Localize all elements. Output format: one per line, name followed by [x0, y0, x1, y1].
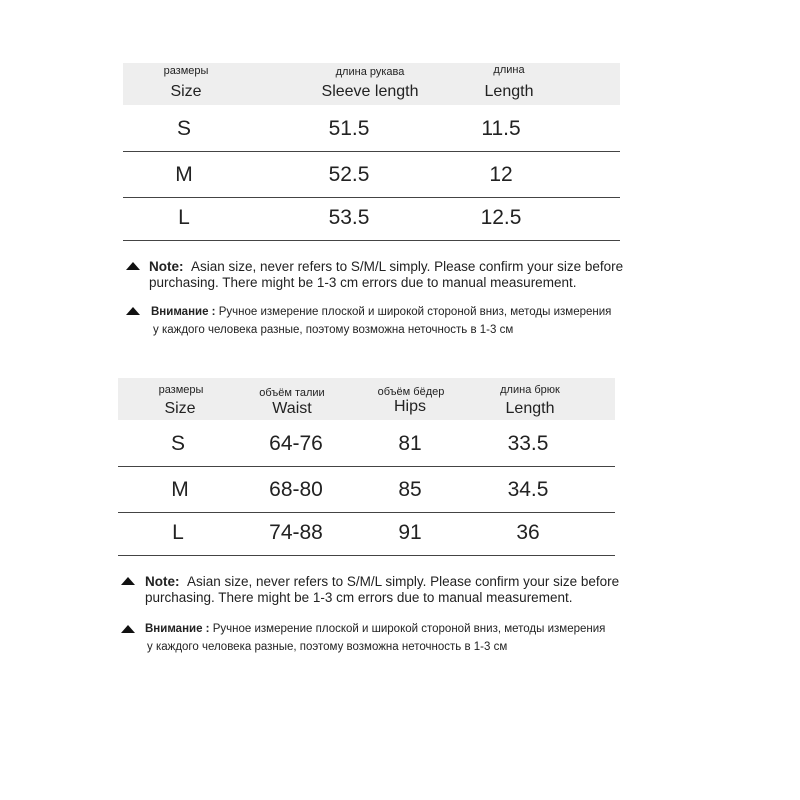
row-divider [118, 555, 615, 556]
row-divider [118, 466, 615, 467]
cell-length: 12.5 [480, 206, 522, 229]
header-length-en: Length [484, 83, 534, 100]
note-ru-label: Внимание : [145, 623, 210, 635]
note-ru-line1: Ручное измерение плоской и широкой стороной вниз, методы измерения [212, 623, 606, 635]
cell-waist: 64-76 [269, 432, 323, 455]
cell-sleeve: 53.5 [328, 206, 370, 229]
header-sleeve-ru: длина рукава [335, 66, 405, 78]
cell-size: M [171, 478, 189, 501]
triangle-icon [121, 625, 135, 633]
cell-hips: 81 [398, 432, 422, 455]
header-length-en: Length [505, 400, 555, 417]
header-size-en: Size [170, 83, 202, 100]
header-size-ru: размеры [163, 65, 209, 77]
header-hips-en: Hips [393, 398, 427, 415]
size-table-top [123, 63, 620, 243]
cell-length: 36 [516, 521, 540, 544]
note-en-line1: Asian size, never refers to S/M/L simply. Please confirm your size before [187, 574, 620, 589]
row-divider [123, 151, 620, 152]
note-ru [151, 303, 611, 339]
cell-size: S [170, 432, 186, 455]
triangle-icon [126, 307, 140, 315]
note-ru-label: Внимание : [151, 306, 216, 318]
header-hips-ru: объём бёдер [377, 386, 445, 398]
note-en-line1: Asian size, never refers to S/M/L simply. Please confirm your size before [191, 259, 624, 274]
note-en-line2: purchasing. There might be 1-3 cm errors due to manual measurement. [145, 590, 573, 605]
cell-waist: 68-80 [269, 478, 323, 501]
cell-hips: 91 [398, 521, 422, 544]
cell-size: L [178, 206, 190, 229]
cell-length: 12 [489, 163, 513, 186]
note-en-label: Note: [149, 259, 184, 274]
cell-size: L [172, 521, 184, 544]
header-waist-en: Waist [272, 400, 312, 417]
cell-sleeve: 52.5 [328, 163, 370, 186]
cell-sleeve: 51.5 [328, 117, 370, 140]
note-en-label: Note: [145, 574, 180, 589]
header-size-ru: размеры [158, 384, 204, 396]
header-length-ru: длина [493, 64, 525, 76]
note-ru-line2: у каждого человека разные, поэтому возможна неточность в 1-3 см [153, 324, 514, 336]
row-divider [123, 197, 620, 198]
size-table-bottom [118, 378, 615, 558]
row-divider [123, 240, 620, 241]
header-length-ru: длина брюк [500, 384, 560, 396]
cell-length: 11.5 [481, 117, 521, 140]
note-ru-line2: у каждого человека разные, поэтому возможна неточность в 1-3 см [147, 641, 508, 653]
cell-hips: 85 [398, 478, 422, 501]
cell-length: 33.5 [507, 432, 549, 455]
header-sleeve-en: Sleeve length [321, 83, 419, 100]
cell-waist: 74-88 [269, 521, 323, 544]
triangle-icon [126, 262, 140, 270]
note-en [145, 574, 619, 606]
note-en [149, 259, 623, 291]
note-ru-line1: Ручное измерение плоской и широкой стороной вниз, методы измерения [218, 306, 612, 318]
cell-size: S [176, 117, 192, 140]
header-size-en: Size [164, 400, 196, 417]
row-divider [118, 512, 615, 513]
note-ru [145, 620, 605, 656]
note-en-line2: purchasing. There might be 1-3 cm errors due to manual measurement. [149, 275, 577, 290]
cell-length: 34.5 [507, 478, 549, 501]
triangle-icon [121, 577, 135, 585]
header-waist-ru: объём талии [259, 387, 325, 399]
cell-size: M [175, 163, 193, 186]
